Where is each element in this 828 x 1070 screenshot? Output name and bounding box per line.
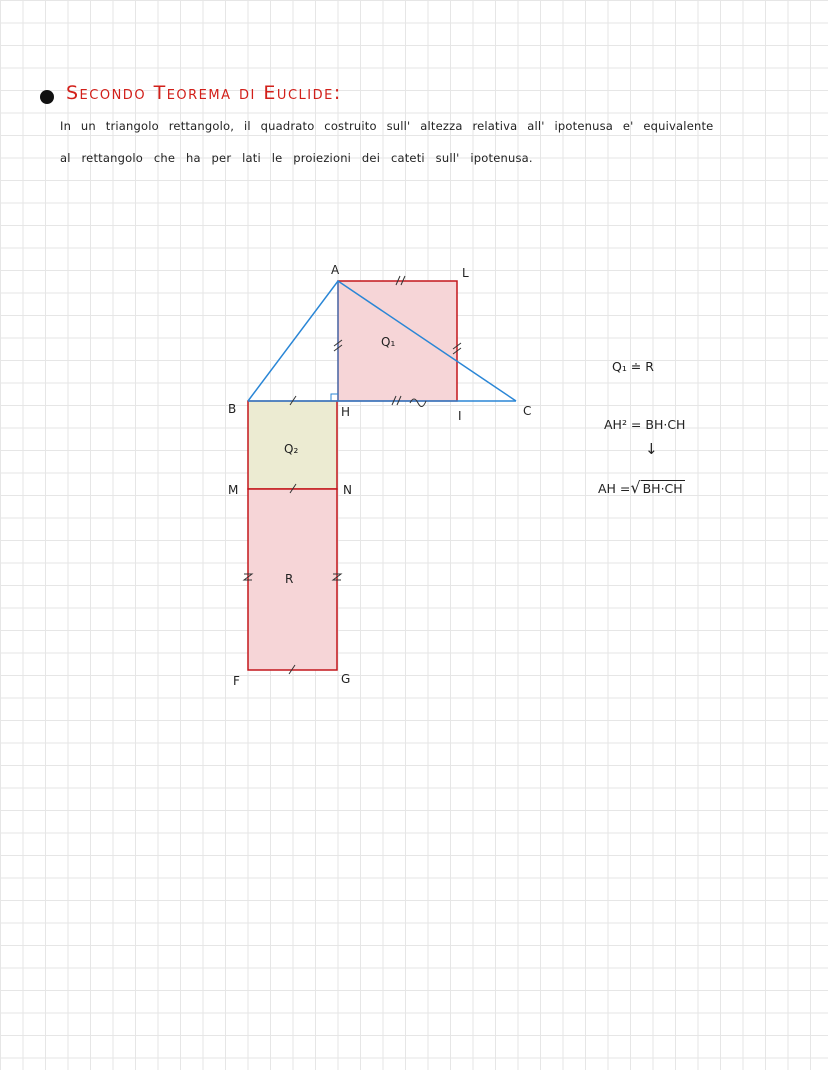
right-angle-marker [331,394,338,401]
definition-line-1: In un triangolo rettangolo, il quadrato costruito sull' altezza relativa all' ipotenusa e' equivalente [60,119,714,133]
formula-equation: AH² = BH·CH [604,417,686,432]
point-label-n: N [343,483,352,497]
definition-line-2: al rettangolo che ha per lati le proiezioni dei cateti sull' ipotenusa. [60,151,533,165]
point-label-g: G [341,672,351,686]
point-label-a: A [331,263,340,277]
point-label-l: L [462,266,469,280]
point-label-m: M [228,483,239,497]
formula-equivalence: Q₁ ≐ R [612,359,654,374]
formula-result-lhs: AH = [598,481,631,496]
point-label-h: H [341,405,351,419]
region-label-r: R [285,572,294,586]
down-arrow-icon: ↓ [645,440,658,458]
point-label-f: F [233,674,240,688]
square-q1 [338,281,457,401]
point-label-i: I [458,409,462,423]
formula-result-radicand: BH·CH [642,481,683,496]
sqrt-sign-icon: √ [630,478,641,497]
page-title: Secondo Teorema di Euclide: [66,82,342,104]
region-label-q2: Q₂ [284,442,299,456]
point-label-c: C [523,404,532,418]
point-label-b: B [228,402,237,416]
region-label-q1: Q₁ [381,335,396,349]
formula-result [598,478,685,497]
